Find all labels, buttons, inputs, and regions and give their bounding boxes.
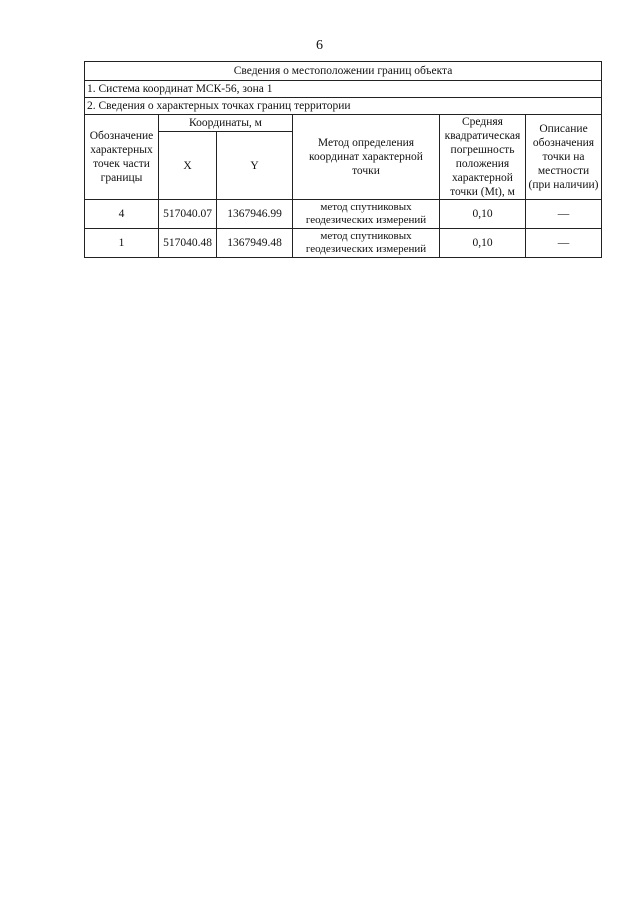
error-cell: 0,10 <box>440 200 526 229</box>
header-coordinates: Координаты, м <box>159 115 293 132</box>
table-title-row <box>85 62 602 81</box>
header-error: Средняя квадратическая погрешность положения характерной точки (Mt), м <box>440 115 526 200</box>
description-cell: — <box>526 200 602 229</box>
boundary-points-table <box>84 61 602 258</box>
header-point-designation: Обозначение характерных точек части границы <box>85 115 159 200</box>
x-coordinate: 517040.07 <box>159 200 217 229</box>
section-row <box>85 98 602 115</box>
points-section-label: 2. Сведения о характерных точках границ территории <box>85 98 602 115</box>
table-row <box>85 200 602 229</box>
header-description: Описание обозначения точки на местности (при наличии) <box>526 115 602 200</box>
table-title: Сведения о местоположении границ объекта <box>85 62 602 81</box>
header-y: Y <box>217 132 293 200</box>
x-coordinate: 517040.48 <box>159 229 217 258</box>
error-cell: 0,10 <box>440 229 526 258</box>
method-cell: метод спутниковых геодезических измерений <box>293 200 440 229</box>
point-number: 4 <box>85 200 159 229</box>
section-row <box>85 81 602 98</box>
method-cell: метод спутниковых геодезических измерений <box>293 229 440 258</box>
header-method: Метод определения координат характерной точки <box>293 115 440 200</box>
header-row <box>85 115 602 132</box>
y-coordinate: 1367946.99 <box>217 200 293 229</box>
table-row <box>85 229 602 258</box>
y-coordinate: 1367949.48 <box>217 229 293 258</box>
description-cell: — <box>526 229 602 258</box>
point-number: 1 <box>85 229 159 258</box>
coordinate-system-label: 1. Система координат МСК-56, зона 1 <box>85 81 602 98</box>
header-x: X <box>159 132 217 200</box>
page-number: 6 <box>316 38 323 53</box>
